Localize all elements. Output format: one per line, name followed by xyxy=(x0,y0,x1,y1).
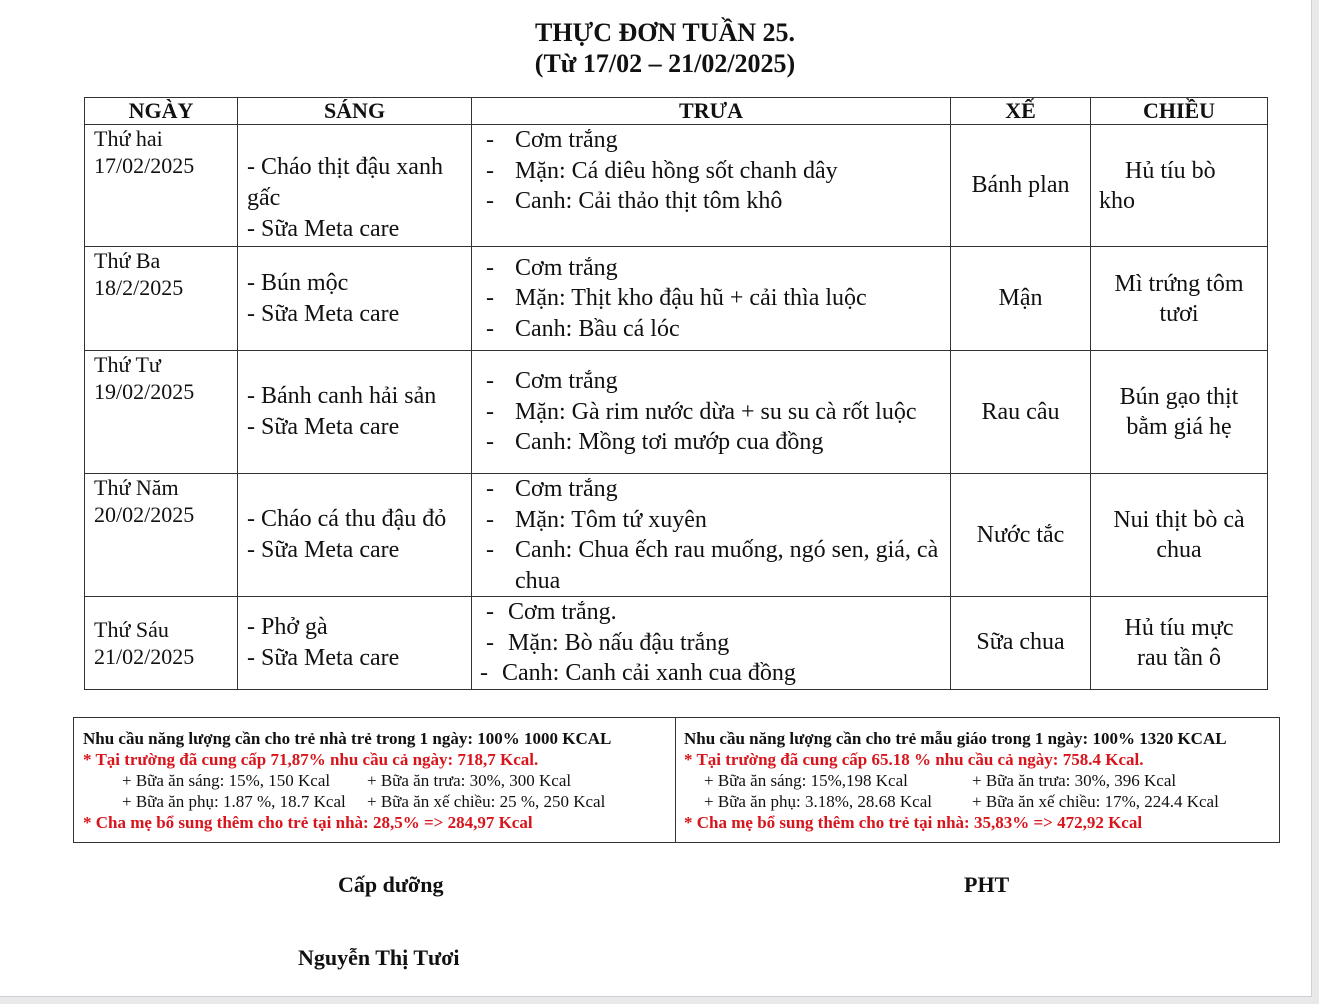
energy-requirements-box xyxy=(73,717,1280,843)
morning-item: - Phở gà xyxy=(247,613,328,640)
day-date: 20/02/2025 xyxy=(94,502,195,527)
lunch-item: Mặn: Tôm tứ xuyên xyxy=(515,506,707,533)
nursery-breakfast-share: + Bữa ăn sáng: 15%, 150 Kcal xyxy=(122,771,331,790)
snack-cell: Sữa chua xyxy=(951,597,1091,690)
morning-item: - Sữa Meta care xyxy=(247,300,400,327)
kindergarten-breakfast-share: + Bữa ăn sáng: 15%,198 Kcal xyxy=(704,771,908,790)
afternoon-item: chua xyxy=(1156,537,1202,563)
afternoon-item: Hủ tíu bò xyxy=(1125,157,1216,184)
signature-name-cook: Nguyễn Thị Tươi xyxy=(298,945,460,970)
day-cell xyxy=(85,125,238,247)
morning-item: - Bún mộc xyxy=(247,269,349,296)
afternoon-cell xyxy=(1091,247,1268,351)
lunch-item: Cơm trắng. xyxy=(508,599,617,625)
kindergarten-snack-share: + Bữa ăn phụ: 3.18%, 28.68 Kcal xyxy=(704,792,932,811)
morning-item: - Bánh canh hải sản xyxy=(247,383,437,409)
afternoon-cell xyxy=(1091,351,1268,474)
kindergarten-afternoon-share: + Bữa ăn xế chiều: 17%, 224.4 Kcal xyxy=(972,792,1219,811)
day-name: Thứ Tư xyxy=(94,352,161,377)
morning-cell xyxy=(238,247,472,351)
lunch-item: Cơm trắng xyxy=(515,368,618,395)
nursery-lunch-share: + Bữa ăn trưa: 30%, 300 Kcal xyxy=(367,771,572,790)
table-row xyxy=(85,474,1268,597)
afternoon-cell xyxy=(1091,474,1268,597)
day-cell xyxy=(85,597,238,690)
afternoon-cell xyxy=(1091,597,1268,690)
table-row xyxy=(85,597,1268,690)
lunch-item: Mặn: Thịt kho đậu hũ + cải thìa luộc xyxy=(515,285,867,312)
morning-cell xyxy=(238,125,472,247)
lunch-cell: - Cơm trắng - Mặn: Cá diêu hồng sốt chanh dây - Canh: Cải thảo thịt tôm khô xyxy=(472,125,951,247)
day-date: 17/02/2025 xyxy=(94,153,195,178)
day-cell xyxy=(85,474,238,597)
lunch-item: Mặn: Gà rim nước dừa + su su cà rốt luộc xyxy=(515,398,917,425)
nursery-home-supplement: * Cha mẹ bổ sung thêm cho trẻ tại nhà: 28,5% => 284,97 Kcal xyxy=(83,813,533,832)
kindergarten-energy-column xyxy=(684,728,1279,833)
menu-date-range: (Từ 17/02 – 21/02/2025) xyxy=(534,49,796,78)
kindergarten-energy-header: Nhu cầu năng lượng cần cho trẻ mẫu giáo trong 1 ngày: 100% 1320 KCAL xyxy=(684,729,1227,748)
weekly-menu-table xyxy=(84,97,1268,690)
afternoon-item: rau tần ô xyxy=(1137,644,1221,671)
afternoon-item: Mì trứng tôm xyxy=(1114,270,1244,297)
day-cell xyxy=(85,247,238,351)
signature-role-vice-principal: PHT xyxy=(964,872,1010,897)
day-name: Thứ Ba xyxy=(94,248,161,273)
day-date: 21/02/2025 xyxy=(94,643,195,669)
header-snack: XẾ xyxy=(951,98,1091,125)
morning-item: - Cháo cá thu đậu đỏ xyxy=(247,506,447,532)
morning-item: - Cháo thịt đậu xanh gấc xyxy=(247,154,443,211)
kindergarten-home-supplement: * Cha mẹ bổ sung thêm cho trẻ tại nhà: 35,83% => 472,92 Kcal xyxy=(684,813,1143,832)
nursery-provided-at-school: * Tại trường đã cung cấp 71,87% nhu cầu cả ngày: 718,7 Kcal. xyxy=(83,750,539,769)
snack-cell: Nước tắc xyxy=(951,474,1091,597)
lunch-item: Mặn: Bò nấu đậu trắng xyxy=(508,629,730,656)
lunch-item: Canh: Cải thảo thịt tôm khô xyxy=(515,188,783,214)
lunch-item: Cơm trắng xyxy=(515,127,618,153)
morning-item: - Sữa Meta care xyxy=(247,537,400,563)
lunch-cell: - Cơm trắng - Mặn: Gà rim nước dừa + su su cà rốt luộc - Canh: Mồng tơi mướp cua đồng xyxy=(472,351,951,474)
afternoon-cell xyxy=(1091,125,1268,247)
kindergarten-provided-at-school: * Tại trường đã cung cấp 65.18 % nhu cầu cả ngày: 758.4 Kcal. xyxy=(684,750,1144,769)
kindergarten-lunch-share: + Bữa ăn trưa: 30%, 396 Kcal xyxy=(972,771,1177,790)
header-afternoon: CHIỀU xyxy=(1091,98,1268,125)
lunch-cell: - Cơm trắng - Mặn: Thịt kho đậu hũ + cải thìa luộc - Canh: Bầu cá lóc xyxy=(472,247,951,351)
lunch-cell: - Cơm trắng - Mặn: Tôm tứ xuyên - Canh: Chua ếch rau muống, ngó sen, giá, cà chua xyxy=(472,474,951,597)
menu-title: THỰC ĐƠN TUẦN 25. xyxy=(534,18,795,47)
afternoon-item: bằm giá hẹ xyxy=(1126,414,1232,440)
morning-item: - Sữa Meta care xyxy=(247,644,400,671)
lunch-item: Cơm trắng xyxy=(515,254,618,281)
snack-cell: Mận xyxy=(951,247,1091,351)
nursery-energy-column xyxy=(83,728,673,833)
morning-item: - Sữa Meta care xyxy=(247,216,400,242)
morning-cell xyxy=(238,351,472,474)
afternoon-item: Nui thịt bò cà xyxy=(1113,507,1245,533)
table-row xyxy=(85,125,1268,247)
lunch-item: Canh: Chua ếch rau muống, ngó sen, giá, cà chua xyxy=(515,537,939,594)
snack-cell: Rau câu xyxy=(951,351,1091,474)
day-date: 18/2/2025 xyxy=(94,275,184,300)
lunch-item: Cơm trắng xyxy=(515,476,618,502)
afternoon-item: kho xyxy=(1099,187,1135,214)
nursery-afternoon-share: + Bữa ăn xế chiều: 25 %, 250 Kcal xyxy=(367,792,606,811)
nursery-energy-header: Nhu cầu năng lượng cần cho trẻ nhà trẻ trong 1 ngày: 100% 1000 KCAL xyxy=(83,729,612,748)
morning-cell xyxy=(238,474,472,597)
lunch-item: Canh: Bầu cá lóc xyxy=(515,315,680,342)
lunch-cell: - Cơm trắng. - Mặn: Bò nấu đậu trắng - Canh: Canh cải xanh cua đồng xyxy=(472,597,951,690)
day-name: Thứ hai xyxy=(94,126,163,151)
morning-item: - Sữa Meta care xyxy=(247,414,400,440)
signature-role-cook: Cấp dưỡng xyxy=(338,872,444,897)
afternoon-item: Hủ tíu mực xyxy=(1124,614,1234,641)
snack-cell: Bánh plan xyxy=(951,125,1091,247)
day-date: 19/02/2025 xyxy=(94,379,195,404)
lunch-item: Mặn: Cá diêu hồng sốt chanh dây xyxy=(515,157,838,184)
morning-cell xyxy=(238,597,472,690)
afternoon-item: Bún gạo thịt xyxy=(1119,384,1239,410)
day-name: Thứ Sáu xyxy=(94,616,169,642)
header-day: NGÀY xyxy=(85,98,238,125)
table-row xyxy=(85,247,1268,351)
column-divider xyxy=(675,718,676,842)
nursery-snack-share: + Bữa ăn phụ: 1.87 %, 18.7 Kcal xyxy=(122,792,346,811)
table-header-row xyxy=(85,98,1268,125)
day-name: Thứ Năm xyxy=(94,475,179,500)
table-row xyxy=(85,351,1268,474)
day-cell xyxy=(85,351,238,474)
lunch-item: Canh: Canh cải xanh cua đồng xyxy=(502,660,796,686)
afternoon-item: tươi xyxy=(1159,300,1199,327)
lunch-item: Canh: Mồng tơi mướp cua đồng xyxy=(515,429,824,456)
header-morning: SÁNG xyxy=(238,98,472,125)
header-lunch: TRƯA xyxy=(472,98,951,125)
